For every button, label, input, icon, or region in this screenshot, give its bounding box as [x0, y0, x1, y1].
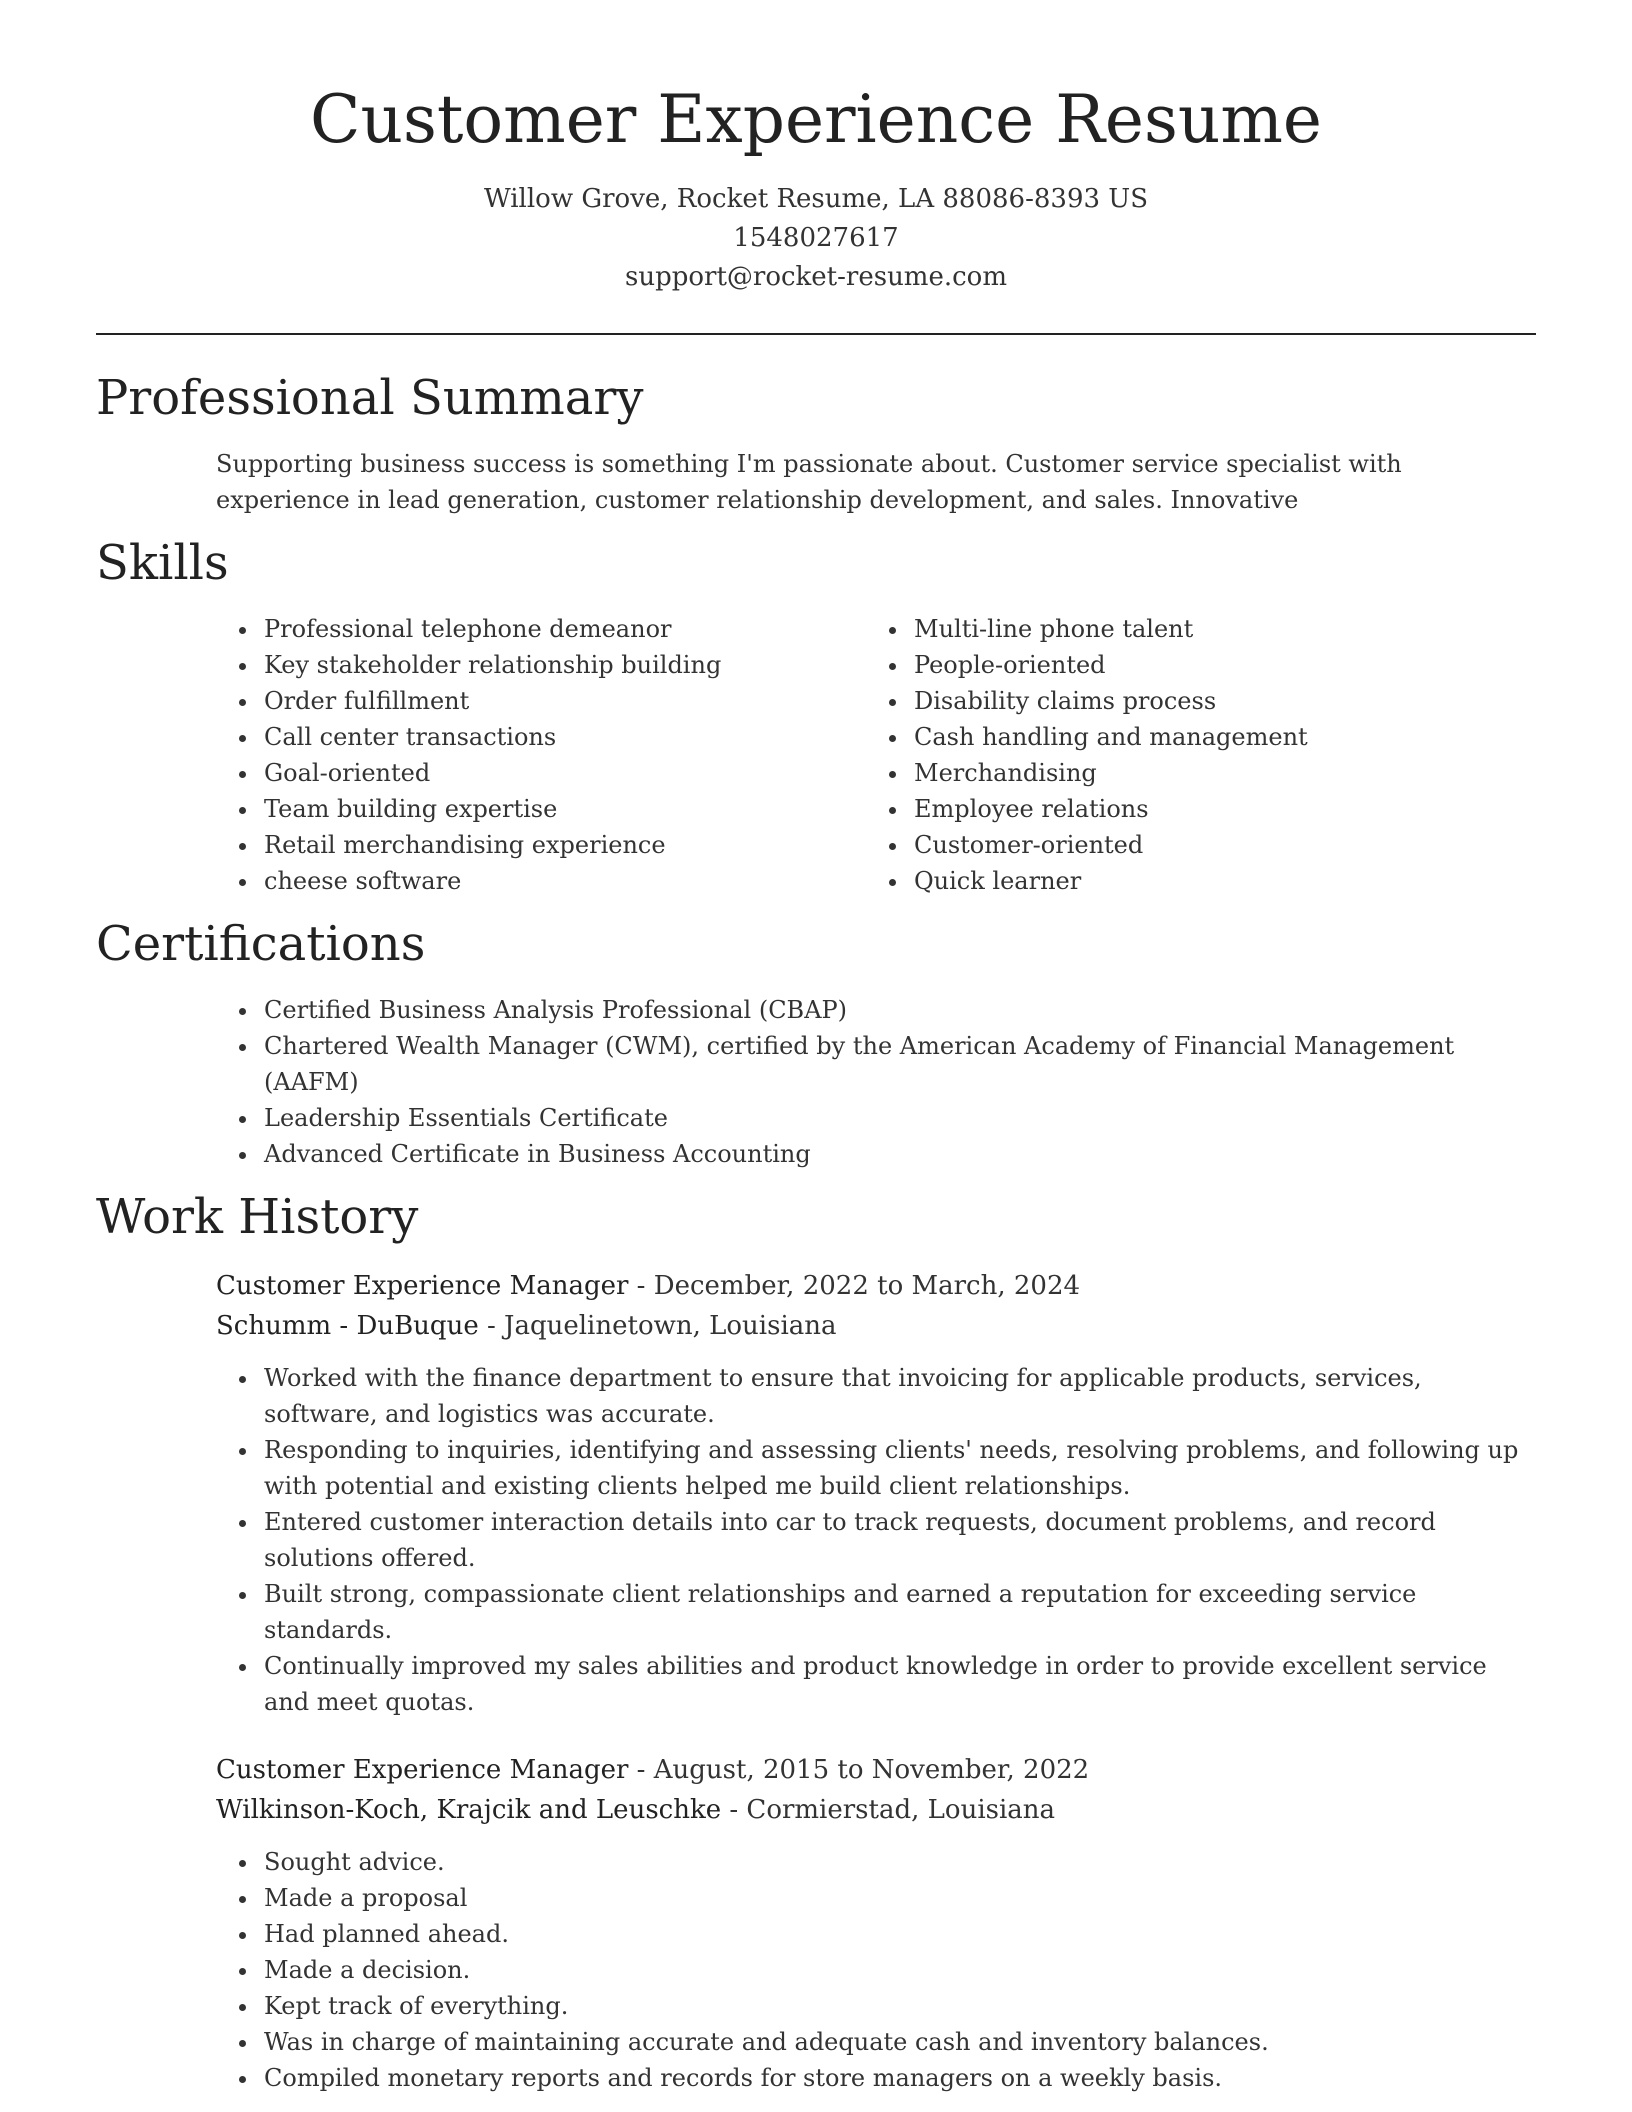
contact-phone: 1548027617 [733, 222, 899, 253]
work-history-heading: Work History [96, 1189, 419, 1246]
job-bullet: • Made a decision. [260, 1952, 1536, 1988]
certification-item: • Certified Business Analysis Professional (CBAP) [260, 992, 1536, 1028]
skill-item: • Goal-oriented [260, 755, 910, 791]
job-bullet: • Sought advice. [260, 1844, 1536, 1880]
certification-item: • Chartered Wealth Manager (CWM), certified by the American Academy of Financial Management (AAFM) [260, 1028, 1536, 1100]
job-bullet: • Kept track of everything. [260, 1988, 1536, 2024]
summary-text: Supporting business success is something I'm passionate about. Customer service specialist with experience in lead generation, customer relationship development, and sales. Innovative [216, 450, 1402, 515]
job-bullet: • Worked with the finance department to ensure that invoicing for applicable products, services, software, and logistics was accurate. [260, 1360, 1536, 1432]
job-bullets [96, 1360, 1536, 1720]
job-dates: - December, 2022 to March, 2024 [628, 1270, 1081, 1301]
certification-item: • Leadership Essentials Certificate [260, 1100, 1536, 1136]
job-bullet: • Was in charge of maintaining accurate and adequate cash and inventory balances. [260, 2024, 1536, 2060]
skill-item: • Quick learner [910, 863, 1536, 899]
contact-address: Willow Grove, Rocket Resume, LA 88086-8393 US [483, 183, 1149, 214]
resume-title: Customer Experience Resume [309, 81, 1322, 158]
job-company: Wilkinson-Koch, Krajcik and Leuschke [216, 1794, 722, 1825]
skill-item: • Retail merchandising experience [260, 827, 910, 863]
resume-header [96, 0, 1536, 297]
job-bullets [96, 1844, 1536, 2096]
certifications-section [96, 917, 1536, 1172]
job-location: - Cormierstad, Louisiana [721, 1794, 1056, 1825]
job-location: - Jaquelinetown, Louisiana [478, 1310, 837, 1341]
job-bullet: • Responding to inquiries, identifying and assessing clients' needs, resolving problems, and following up with potential and existing clients helped me build client relationships. [260, 1432, 1536, 1504]
skill-item: • Order fulfillment [260, 683, 910, 719]
job-bullet: • Made a proposal [260, 1880, 1536, 1916]
job-bullet: • Built strong, compassionate client relationships and earned a reputation for exceeding service standards. [260, 1576, 1536, 1648]
job-company: Schumm - DuBuque [216, 1310, 479, 1341]
job-entry [96, 1266, 1536, 1720]
skill-item: • Employee relations [910, 791, 1536, 827]
skill-item: • People-oriented [910, 647, 1536, 683]
skills-heading: Skills [96, 535, 229, 592]
skill-item: • Cash handling and management [910, 719, 1536, 755]
job-entry [96, 1750, 1536, 2096]
skill-item: • cheese software [260, 863, 910, 899]
skill-item: • Customer-oriented [910, 827, 1536, 863]
skill-item: • Merchandising [910, 755, 1536, 791]
skill-item: • Disability claims process [910, 683, 1536, 719]
job-bullet: • Compiled monetary reports and records for store managers on a weekly basis. [260, 2060, 1536, 2096]
job-bullet: • Entered customer interaction details into car to track requests, document problems, and record solutions offered. [260, 1504, 1536, 1576]
job-bullet: • Had planned ahead. [260, 1916, 1536, 1952]
certification-item: • Advanced Certificate in Business Accounting [260, 1136, 1536, 1172]
skill-item: • Call center transactions [260, 719, 910, 755]
job-company-line [216, 1790, 1536, 1830]
summary-heading: Professional Summary [96, 369, 644, 426]
skills-list-left [260, 611, 910, 899]
job-role: Customer Experience Manager [216, 1270, 629, 1301]
contact-email: support@rocket-resume.com [624, 261, 1007, 292]
header-divider [96, 333, 1536, 335]
job-dates: - August, 2015 to November, 2022 [628, 1754, 1090, 1785]
skill-item: • Team building expertise [260, 791, 910, 827]
job-role: Customer Experience Manager [216, 1754, 629, 1785]
job-company-line [216, 1306, 1536, 1346]
skill-item: • Key stakeholder relationship building [260, 647, 910, 683]
certifications-heading: Certifications [96, 916, 426, 973]
skills-grid [96, 611, 1536, 899]
skills-list-right [910, 611, 1536, 899]
skills-section [96, 536, 1536, 899]
certifications-list [96, 992, 1536, 1172]
job-bullet: • Continually improved my sales abilities and product knowledge in order to provide excellent service and meet quotas. [260, 1648, 1536, 1720]
summary-section [96, 371, 1536, 518]
skill-item: • Professional telephone demeanor [260, 611, 910, 647]
job-title-line [216, 1750, 1536, 1790]
skill-item: • Multi-line phone talent [910, 611, 1536, 647]
work-history-section [96, 1190, 1536, 2095]
job-title-line [216, 1266, 1536, 1306]
